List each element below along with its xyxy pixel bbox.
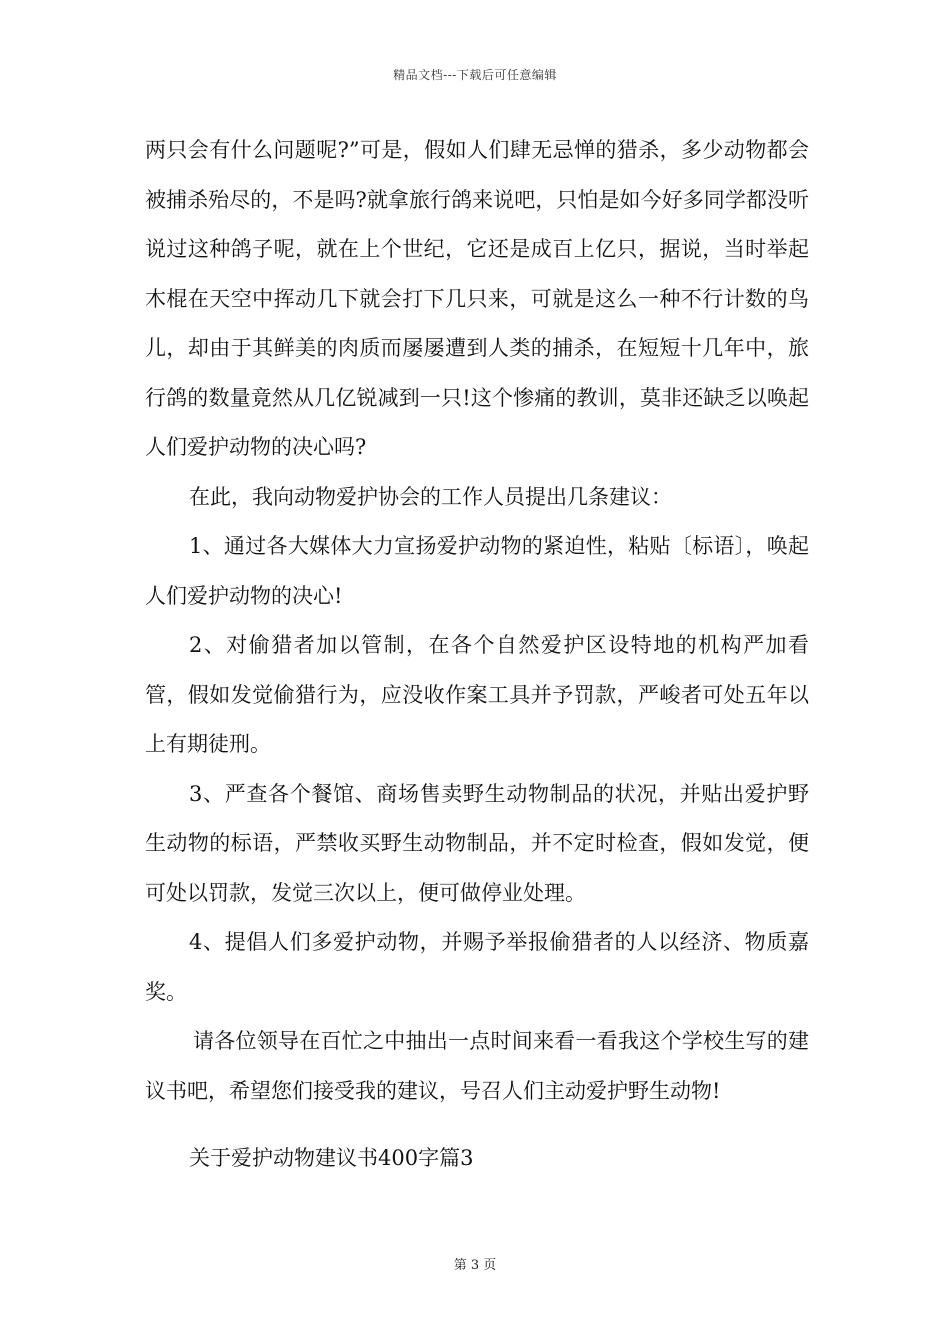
- paragraph-suggestion-4: 4、提倡人们多爱护动物，并赐予举报偷猎者的人以经济、物质嘉奖。: [145, 930, 809, 1004]
- paragraph-closing: 请各位领导在百忙之中抽出一点时间来看一看我这个学校生写的建议书吧，希望您们接受我的建议，号召人们主动爱护野生动物!: [145, 1029, 809, 1103]
- paragraph-suggestion-1: 1、通过各大媒体大力宣扬爱护动物的紧迫性，粘贴〔标语〕，唤起人们爱护动物的决心!: [145, 534, 809, 608]
- section-spacer: [145, 1116, 809, 1134]
- section-heading: 关于爱护动物建议书400字篇3: [189, 1146, 474, 1170]
- page-number: 第 3 页: [453, 1258, 497, 1273]
- document-body: [145, 126, 809, 1184]
- paragraph-continuation: 两只会有什么问题呢?”可是，假如人们肆无忌惮的猎杀，多少动物都会被捕杀殆尽的，不是吗?就拿旅行鸽来说吧，只怕是如今好多同学都没听说过这种鸽子呢，就在上个世纪，它还是成百上亿只，据说，当时举起木棍在天空中挥动几下就会打下几只来，可就是这么一种不行计数的鸟儿，却由于其鲜美的肉质而屡屡遭到人类的捕杀，在短短十几年中，旅行鸽的数量竟然从几亿锐减到一只!这个惨痛的教训，莫非还缺乏以唤起人们爱护动物的决心吗?: [145, 138, 809, 459]
- page-header: 精品文档---下载后可任意编辑: [393, 68, 557, 82]
- paragraph-intro-suggestions: 在此，我向动物爱护协会的工作人员提出几条建议：: [189, 484, 672, 509]
- paragraph-suggestion-2: 2、对偷猎者加以管制，在各个自然爱护区设特地的机构严加看管，假如发觉偷猎行为，应没收作案工具并予罚款，严峻者可处五年以上有期徒刑。: [145, 633, 809, 756]
- paragraph-suggestion-3: 3、严查各个餐馆、商场售卖野生动物制品的状况，并贴出爱护野生动物的标语，严禁收买野生动物制品，并不定时检查，假如发觉，便可处以罚款，发觉三次以上，便可做停业处理。: [145, 781, 809, 905]
